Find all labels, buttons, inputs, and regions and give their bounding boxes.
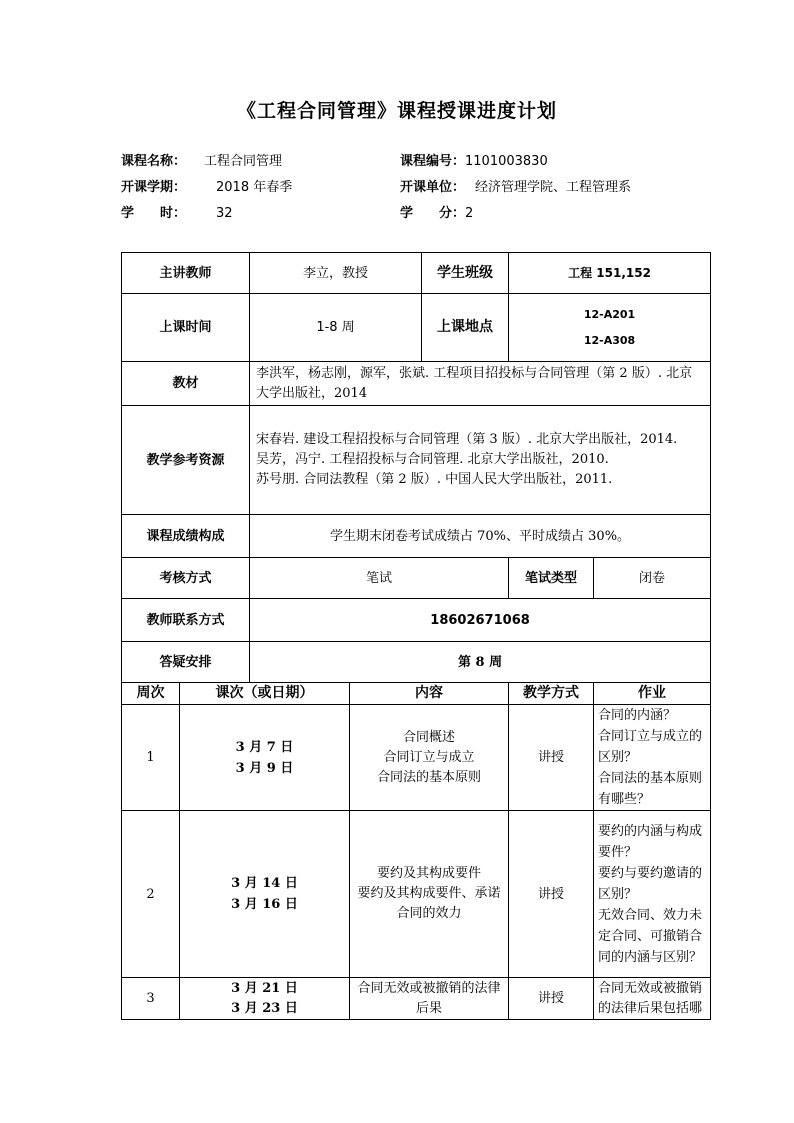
schedule-row: [122, 978, 711, 1020]
credits-label: 学 分：: [400, 206, 466, 221]
semester-row: [121, 176, 292, 195]
credits-row: [400, 202, 473, 221]
homework-cell: [594, 705, 711, 811]
session-content: [350, 811, 509, 978]
place-label: 上课地点: [422, 294, 509, 362]
content-item: 合同法的基本原则: [377, 769, 482, 785]
week-number: 2: [122, 811, 180, 978]
textbook-label: 教材: [122, 362, 250, 406]
week-number: 3: [122, 978, 180, 1020]
refs-label: 教学参考资源: [122, 406, 250, 515]
exam-type: 闭卷: [594, 558, 711, 599]
hours-row: [121, 202, 233, 221]
header-week: 周次: [122, 683, 180, 705]
date-item: 3 月 16 日: [231, 897, 298, 912]
exam-label: 考核方式: [122, 558, 250, 599]
ref-item: 苏号朋. 合同法教程（第 2 版）. 中国人民大学出版社，2011.: [256, 472, 613, 487]
session-dates: [180, 705, 350, 811]
header-method: 教学方式: [509, 683, 594, 705]
refs-row: [122, 406, 711, 515]
date-item: 3 月 21 日: [231, 980, 298, 996]
week-number: 1: [122, 705, 180, 811]
contact-row: [122, 599, 711, 642]
time: 1-8 周: [250, 294, 422, 362]
refs-cell: [250, 406, 711, 515]
teacher: 李立，教授: [250, 253, 422, 294]
grading: 学生期末闭卷考试成绩占 70%、平时成绩占 30%。: [250, 515, 711, 558]
hours-label: 学 时：: [121, 206, 187, 221]
content-item: 要约及其构成要件: [377, 866, 482, 881]
session-dates: [180, 811, 350, 978]
schedule-header-row: [122, 683, 711, 705]
homework-item: 合同法的基本原则有哪些？: [598, 771, 703, 807]
contact-label: 教师联系方式: [122, 599, 250, 642]
homework-cell: [594, 978, 711, 1020]
qa-row: [122, 642, 711, 683]
homework-item: 合同无效或被撤销的法律后果包括哪: [598, 980, 703, 1016]
course-code-label: 课程编号：: [400, 154, 466, 169]
place-2: 12-A308: [583, 333, 636, 347]
date-item: 3 月 7 日: [235, 739, 294, 755]
content-item: 合同概述: [403, 729, 456, 745]
session-content: [350, 978, 509, 1020]
course-name: 工程合同管理: [204, 154, 283, 169]
ref-item: 吴芳，冯宁. 工程招投标与合同管理. 北京大学出版社，2010.: [256, 452, 609, 467]
header-content: 内容: [350, 683, 509, 705]
homework-item: 合同的内涵？: [598, 708, 677, 723]
teacher-label: 主讲教师: [122, 253, 250, 294]
teaching-method: 讲授: [509, 705, 594, 811]
content-item: 合同订立与成立: [383, 749, 475, 765]
course-code: 1101003830: [465, 154, 548, 169]
course-name-row: [121, 150, 282, 169]
class-label: 学生班级: [422, 253, 509, 294]
page-title: 《工程合同管理》课程授课进度计划: [236, 100, 557, 122]
textbook-row: [122, 362, 711, 406]
homework-item: 要约与要约邀请的区别？: [598, 865, 703, 902]
schedule-row: [122, 705, 711, 811]
exam-type-label: 笔试类型: [509, 558, 594, 599]
exam: 笔试: [250, 558, 509, 599]
content-item: 合同无效或被撤销的法律后果: [357, 980, 501, 1016]
homework-item: 合同订立与成立的区别？: [598, 729, 703, 765]
department-label: 开课单位：: [400, 180, 466, 195]
department-row: [400, 176, 631, 195]
department: 经济管理学院、工程管理系: [475, 180, 632, 195]
place-1: 12-A201: [583, 307, 636, 321]
date-item: 3 月 23 日: [231, 1000, 298, 1016]
time-row: [122, 294, 711, 362]
contact: 18602671068: [250, 599, 711, 642]
hours: 32: [216, 206, 233, 221]
date-item: 3 月 14 日: [231, 876, 298, 891]
schedule-row: [122, 811, 711, 978]
session-content: [350, 705, 509, 811]
teacher-row: [122, 253, 711, 294]
ref-item: 宋春岩. 建设工程招投标与合同管理（第 3 版）. 北京大学出版社，2014.: [256, 432, 678, 447]
place-cell: [509, 294, 711, 362]
teaching-method: 讲授: [509, 978, 594, 1020]
homework-item: 要约的内涵与构成要件？: [598, 823, 703, 860]
textbook: 李洪军，杨志刚，源军，张斌. 工程项目招投标与合同管理（第 2 版）. 北京大学出版社，2014: [250, 362, 711, 406]
homework-cell: [594, 811, 711, 978]
semester: 2018 年春季: [216, 180, 293, 195]
grading-row: [122, 515, 711, 558]
content-item: 要约及其构成要件、承诺: [357, 886, 501, 901]
time-label: 上课时间: [122, 294, 250, 362]
date-item: 3 月 9 日: [235, 760, 294, 776]
credits: 2: [465, 206, 474, 221]
qa: 第 8 周: [250, 642, 711, 683]
grading-label: 课程成绩构成: [122, 515, 250, 558]
exam-row: [122, 558, 711, 599]
teaching-method: 讲授: [509, 811, 594, 978]
class: 工程 151,152: [509, 253, 711, 294]
session-dates: [180, 978, 350, 1020]
schedule-table: [121, 252, 711, 1020]
content-item: 合同的效力: [396, 906, 462, 921]
header-session: 课次（或日期）: [180, 683, 350, 705]
course-code-row: [400, 150, 548, 169]
header-homework: 作业: [594, 683, 711, 705]
semester-label: 开课学期：: [121, 180, 187, 195]
homework-item: 无效合同、效力未定合同、可撤销合同的内涵与区别？: [598, 907, 703, 965]
course-name-label: 课程名称：: [121, 154, 187, 169]
qa-label: 答疑安排: [122, 642, 250, 683]
